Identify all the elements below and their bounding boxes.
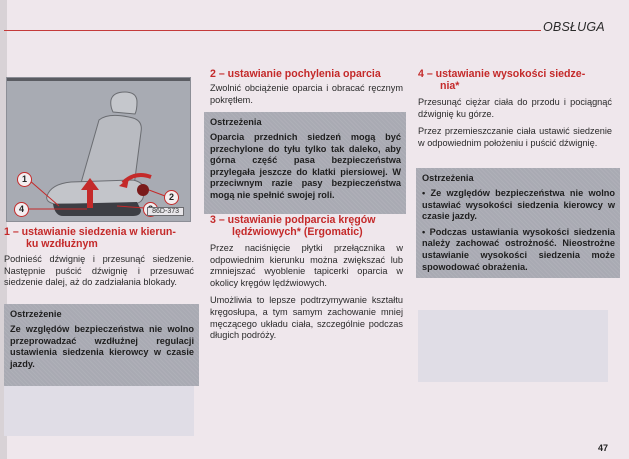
warning-text: Ze względów bezpieczeństwa nie wolno przeprowadzać wzdłużnej regulacji ustawienia siedzenia kierowcy w czasie jazdy. xyxy=(10,324,194,369)
seat-illustration-icon xyxy=(7,78,190,221)
paragraph: Przez przemieszczanie ciała ustawić siedzenie w odpowiednim położeniu i puścić dźwignię. xyxy=(418,126,612,148)
heading-line: nia* xyxy=(440,80,460,92)
warning-text: Oparcia przednich siedzeń mogą być przechylone do tyłu tylko tak daleko, aby górna część pasa bezpieczeństwa przylegała jeszcze do klatki piersiowej. W przeciwnym razie pasy bezpieczeństwa mogą nie spełnić swojej roli. xyxy=(210,132,401,200)
faded-block xyxy=(4,386,194,436)
warning-title: Ostrzeżenia xyxy=(422,173,474,183)
column-2 xyxy=(210,68,403,112)
warning-box-3 xyxy=(416,168,620,278)
page-number: 47 xyxy=(598,443,609,453)
warning-title: Ostrzeżenia xyxy=(210,117,262,127)
header-rule xyxy=(4,30,541,31)
paragraph: Przesunąć ciężar ciała do przodu i pociągnąć dźwignię ku górze. xyxy=(418,97,612,119)
heading-line: 3 – ustawianie podparcia kręgów xyxy=(210,214,376,226)
heading-line: lędźwiowych* (Ergomatic) xyxy=(232,226,363,238)
warning-box-1 xyxy=(4,304,199,386)
callout-1: 1 xyxy=(17,172,32,187)
column-3 xyxy=(418,68,612,155)
heading-line: 1 – ustawianie siedzenia w kierun- xyxy=(4,226,176,238)
heading-section-4 xyxy=(418,68,612,92)
callout-2: 2 xyxy=(164,190,179,205)
faded-block xyxy=(418,310,608,382)
section-title: OBSŁUGA xyxy=(543,20,605,34)
paragraph: Zwolnić obciążenie oparcia i obracać ręcznym pokrętłem. xyxy=(210,83,403,105)
figure-code: 86D-373 xyxy=(147,207,184,216)
paragraph: Podnieść dźwignię i przesunąć siedzenie. Następnie puścić dźwignię i przesuwać siedzenie dalej, aż do zadziałania blokady. xyxy=(4,254,194,288)
heading-section-1 xyxy=(4,226,194,250)
callout-4: 4 xyxy=(14,202,29,217)
warning-bullet: • Podczas ustawiania wysokości siedzenia należy zachować ostrożność. Nieostrożne ustawianie wysokości siedzenia może spowodować obrażenia. xyxy=(422,226,615,272)
warning-bullet: • Ze względów bezpieczeństwa nie wolno ustawiać wysokości siedzenia kierowcy w czasie jazdy. xyxy=(422,188,615,222)
paragraph: Przez naciśnięcie płytki przełącznika w odpowiednim kierunku można zwiększać lub zmniejszać wyoblenie tapicerki oparcia w okolicy kręgów lędźwiowych. xyxy=(210,243,403,288)
warning-box-2 xyxy=(204,112,406,214)
heading-line: 4 – ustawianie wysokości siedze- xyxy=(418,68,586,80)
column-2-lower xyxy=(210,214,403,348)
heading-section-3 xyxy=(210,214,403,238)
paragraph: Umożliwia to lepsze podtrzymywanie kształtu kręgosłupa, a tym samym zachowanie mniej męczącego układu ciała, szczególnie podczas długich podróży. xyxy=(210,295,403,341)
warning-title: Ostrzeżenie xyxy=(10,309,62,319)
column-1 xyxy=(4,226,194,295)
heading-section-2: 2 – ustawianie pochylenia oparcia xyxy=(210,68,381,80)
seat-figure xyxy=(6,77,191,222)
heading-line: ku wzdłużnym xyxy=(26,238,98,250)
